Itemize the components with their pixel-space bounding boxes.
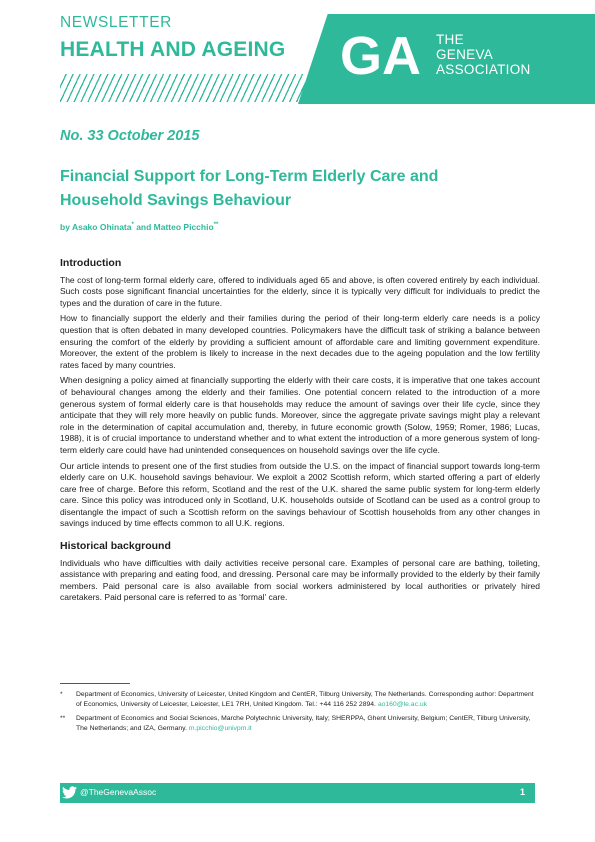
- brand-name-line-1: THE: [436, 32, 464, 47]
- author2-mark: **: [213, 222, 219, 229]
- section-heading-historical-background: Historical background: [60, 540, 171, 553]
- body-paragraph: Individuals who have difficulties with daily activities receive personal care. Examples of personal care are bathing, toileting, assistance with preparing and eating food, and dressing. Personal care may be informally provided to the elderly by their family members. Paid personal care is also available from social workers administered by local authorities or privately hired caretakers. Paid personal care is referred to as ‘formal’ care.: [60, 557, 540, 603]
- footnote-email-link[interactable]: m.picchio@univpm.it: [188, 724, 252, 732]
- brand-name-line-3: ASSOCIATION: [436, 62, 531, 77]
- footnote-divider: [60, 683, 130, 684]
- footnote: [60, 714, 540, 733]
- geneva-association-logo-icon: [340, 28, 430, 80]
- footnote-body: Department of Economics, University of Leicester, United Kingdom and CentER, Tilburg University, The Netherlands. Corresponding author: Department of Economics, University of Leicester, Leicester, LE1 7RH, United Kingdom. Tel.: +44 116 252 2894.: [76, 691, 534, 708]
- body-paragraph: The cost of long-term formal elderly care, offered to individuals aged 65 and above, is often covered entirely by each individual. Such costs pose significant financial uncertainties for the elderly, since it is typically very difficult for individuals to predict the types and the duration of care in the future.: [60, 274, 540, 308]
- footnotes: [60, 690, 540, 738]
- article-authors: [60, 222, 218, 232]
- article-title-line-1: Financial Support for Long-Term Elderly Care and: [60, 168, 439, 185]
- newsletter-label: NEWSLETTER: [60, 14, 172, 31]
- body-paragraph: How to financially support the elderly and their families during the period of their long-term elderly care needs is a policy question that is often debated in many developed countries. Policymakers have the difficult task of striking a balance between ensuring the comfort of the elderly by providing a sufficient amount of affordable care and limiting government expenditure. Moreover, the extent of the problem is likely to increase in the next decades due to the ageing population and the low fertility rates faced by many countries.: [60, 313, 540, 370]
- footnote-body: Department of Economics and Social Sciences, Marche Polytechnic University, Italy; SHERPPA, Ghent University, Belgium; CentER, Tilburg University, The Netherlands; and IZA, Germany.: [76, 715, 531, 732]
- article-body: [60, 258, 540, 608]
- hatch-decoration: [60, 74, 305, 102]
- footnote-mark: **: [60, 715, 66, 723]
- authors-join: and Matteo Picchio: [133, 222, 214, 232]
- footnote: [60, 690, 540, 709]
- footnote-email-link[interactable]: ao160@le.ac.uk: [377, 700, 428, 708]
- issue-label: No. 33 October 2015: [60, 128, 200, 144]
- footnote-text: [76, 690, 540, 709]
- body-paragraph: When designing a policy aimed at financially supporting the elderly with their care costs, it is imperative that one takes account of behavioural changes among the elderly and their families. One potential concern related to the introduction of a more generous system of formal elderly care is that households may reduce the amount of savings over their life cycle, since they anticipate that they will rely more heavily on public funds. Moreover, since the aggregate private savings might play a relevant role in the determination of capital accumulation and, thereby, in future economic growth (Solow, 1959; Romer, 1986; Lucas, 1988), it is of crucial importance to understand whether and to what extent the introduction of a more generous system of long-term elderly care could have had unintended consequences on household savings over the life cycle.: [60, 375, 540, 455]
- newsletter-title: HEALTH AND AGEING: [60, 38, 286, 61]
- article-title: [60, 165, 540, 213]
- page-number: 1: [520, 787, 526, 797]
- brand-name-line-2: GENEVA: [436, 47, 494, 62]
- logo-letters: GA: [340, 28, 421, 80]
- author1-mark: *: [131, 222, 134, 229]
- authors-prefix: by Asako Ohinata: [60, 222, 132, 232]
- article-title-line-2: Household Savings Behaviour: [60, 192, 292, 209]
- twitter-handle-link[interactable]: @TheGenevaAssoc: [80, 787, 157, 797]
- brand-name: [436, 32, 531, 77]
- twitter-bird-icon: [62, 786, 77, 799]
- footnote-mark: *: [60, 691, 63, 698]
- section-heading-introduction: Introduction: [60, 257, 122, 269]
- footnote-text: [76, 714, 540, 733]
- body-paragraph: Our article intends to present one of the first studies from outside the U.S. on the impact of financial support towards long-term elderly care on U.K. household savings behaviour. We exploit a 2002 Scottish reform, which started offering a part of elderly care free of charge. Before this reform, Scotland and the rest of the U.K. shared the same public system for long-term elderly care. Since this policy was introduced only in Scotland, U.K. households outside of Scotland can be used as a control group to disentangle the impact of such a Scottish reform on the savings behaviour of Scottish households from any other changes in savings induced by time effects common to all U.K. regions.: [60, 460, 540, 529]
